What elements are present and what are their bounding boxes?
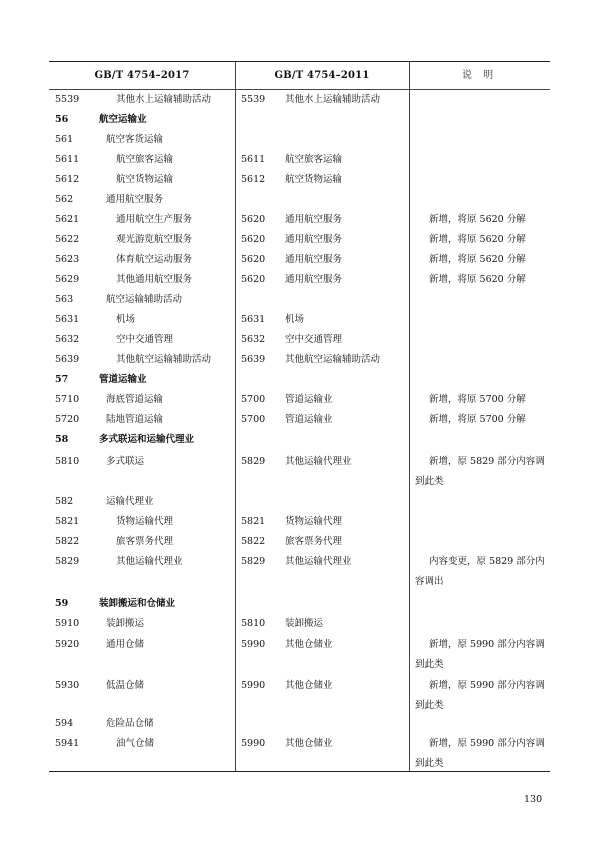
code-2017: 561 [55,134,74,145]
table-row [49,512,550,532]
code-2017: 5930 [55,680,80,691]
note: 新增，原 5829 部分内容调到此类 [415,456,545,487]
table-row [49,492,550,512]
name-2017: 航空运输辅助活动 [106,294,183,305]
name-2011: 其他仓储业 [285,680,333,691]
table-row [49,370,550,390]
name-2017: 其他运输代理业 [116,556,183,567]
table-row [49,452,550,492]
table-row [49,310,550,330]
code-2017: 5822 [55,536,80,547]
code-2011: 5611 [241,154,266,165]
note: 新增，原 5990 部分内容调到此类 [415,639,545,670]
name-2011: 机场 [285,314,305,325]
name-2017: 机场 [116,314,136,325]
name-2011: 其他运输代理业 [285,456,352,467]
name-2011: 航空货物运输 [285,174,343,185]
table-row [49,410,550,430]
code-2011: 5612 [241,174,266,185]
name-2011: 其他水上运输辅助活动 [285,94,381,105]
code-2011: 5990 [241,738,266,749]
table-row [49,290,550,310]
code-2017: 56 [55,114,69,125]
code-2017: 582 [55,496,74,507]
table-row [49,714,550,734]
code-2011: 5990 [241,680,266,691]
table-row [49,350,550,370]
name-2011: 管道运输业 [285,414,333,425]
code-2011: 5810 [241,618,266,629]
code-2011: 5539 [241,94,266,105]
name-2011: 通用航空服务 [285,254,343,265]
code-2017: 5631 [55,314,80,325]
code-2017: 5829 [55,556,80,567]
code-2017: 5611 [55,154,80,165]
name-2017: 运输代理业 [106,496,154,507]
table-row [49,170,550,190]
name-2011: 货物运输代理 [285,516,343,527]
code-2017: 5920 [55,639,80,650]
note: 新增，将原 5700 分解 [429,414,526,425]
code-2011: 5700 [241,394,266,405]
name-2017: 油气仓储 [116,738,155,749]
code-2017: 5621 [55,214,80,225]
header-gbt2017: GB/T 4754–2017 [94,70,190,81]
code-2017: 5941 [55,738,80,749]
code-2011: 5620 [241,254,266,265]
name-2011: 管道运输业 [285,394,333,405]
name-2017: 通用航空服务 [106,194,164,205]
table-row [49,552,550,592]
code-2017: 5821 [55,516,80,527]
name-2011: 航空旅客运输 [285,154,343,165]
code-2017: 5629 [55,274,80,285]
code-2017: 5720 [55,414,80,425]
code-2011: 5822 [241,536,266,547]
name-2017: 旅客票务代理 [116,536,174,547]
note: 新增，原 5990 部分内容调到此类 [415,680,545,711]
code-2017: 5710 [55,394,80,405]
code-2017: 57 [55,374,69,385]
name-2017: 航空客货运输 [106,134,164,145]
table-row [49,734,550,774]
header-note: 说 明 [461,70,498,81]
code-2011: 5620 [241,274,266,285]
code-2011: 5639 [241,354,266,365]
note: 新增，原 5990 部分内容调到此类 [415,738,545,769]
name-2011: 通用航空服务 [285,234,343,245]
name-2011: 其他航空运输辅助活动 [285,354,381,365]
name-2017: 陆地管道运输 [106,414,164,425]
name-2017: 海底管道运输 [106,394,164,405]
name-2017: 通用仓储 [106,639,145,650]
name-2011: 通用航空服务 [285,274,343,285]
note: 内容变更，原 5829 部分内容调出 [415,556,545,587]
name-2017: 多式联运和运输代理业 [99,434,195,445]
code-2017: 594 [55,718,74,729]
name-2017: 观光游览航空服务 [116,234,193,245]
table-row [49,110,550,130]
table-row [49,594,550,614]
name-2017: 低温仓储 [106,680,145,691]
page-number: 130 [524,794,543,805]
name-2017: 管道运输业 [99,374,147,385]
table-row [49,532,550,552]
header-gbt2011: GB/T 4754–2011 [274,70,370,81]
code-2017: 563 [55,294,74,305]
table-row [49,250,550,270]
table-row [49,614,550,634]
name-2017: 货物运输代理 [116,516,174,527]
name-2017: 危险品仓储 [106,718,154,729]
code-2017: 58 [55,434,69,445]
code-2017: 5622 [55,234,80,245]
table-row [49,150,550,170]
name-2017: 航空旅客运输 [116,154,174,165]
code-2011: 5631 [241,314,266,325]
name-2011: 通用航空服务 [285,214,343,225]
code-2017: 5639 [55,354,80,365]
name-2017: 空中交通管理 [116,334,174,345]
table-row [49,230,550,250]
note: 新增，将原 5620 分解 [429,234,526,245]
code-2017: 562 [55,194,74,205]
note: 新增，将原 5620 分解 [429,254,526,265]
table-row [49,390,550,410]
name-2011: 旅客票务代理 [285,536,343,547]
code-2011: 5700 [241,414,266,425]
table-row [49,676,550,716]
name-2017: 体育航空运动服务 [116,254,193,265]
code-2011: 5620 [241,214,266,225]
name-2011: 其他仓储业 [285,639,333,650]
name-2017: 航空运输业 [99,114,147,125]
name-2017: 装卸搬运 [106,618,145,629]
table-row [49,330,550,350]
code-2017: 59 [55,598,69,609]
table-row [49,210,550,230]
note: 新增，将原 5620 分解 [429,274,526,285]
code-2017: 5632 [55,334,80,345]
name-2017: 其他航空运输辅助活动 [116,354,212,365]
code-2011: 5620 [241,234,266,245]
name-2011: 其他运输代理业 [285,556,352,567]
name-2017: 多式联运 [106,456,145,467]
code-2017: 5910 [55,618,80,629]
name-2011: 空中交通管理 [285,334,343,345]
code-2017: 5612 [55,174,80,185]
name-2017: 其他通用航空服务 [116,274,193,285]
table-row [49,635,550,675]
table-row [49,190,550,210]
table-row [49,430,550,450]
name-2017: 装卸搬运和仓储业 [99,598,176,609]
code-2011: 5829 [241,556,266,567]
code-2011: 5632 [241,334,266,345]
name-2011: 其他仓储业 [285,738,333,749]
code-2017: 5810 [55,456,80,467]
code-2017: 5539 [55,94,80,105]
note: 新增，将原 5620 分解 [429,214,526,225]
name-2017: 航空货物运输 [116,174,174,185]
table-row [49,90,550,110]
table-row [49,130,550,150]
name-2017: 其他水上运输辅助活动 [116,94,212,105]
code-2011: 5829 [241,456,266,467]
code-2011: 5821 [241,516,266,527]
name-2011: 装卸搬运 [285,618,324,629]
code-2017: 5623 [55,254,80,265]
classification-table [49,61,550,772]
table-row [49,270,550,290]
note: 新增，将原 5700 分解 [429,394,526,405]
code-2011: 5990 [241,639,266,650]
name-2017: 通用航空生产服务 [116,214,193,225]
